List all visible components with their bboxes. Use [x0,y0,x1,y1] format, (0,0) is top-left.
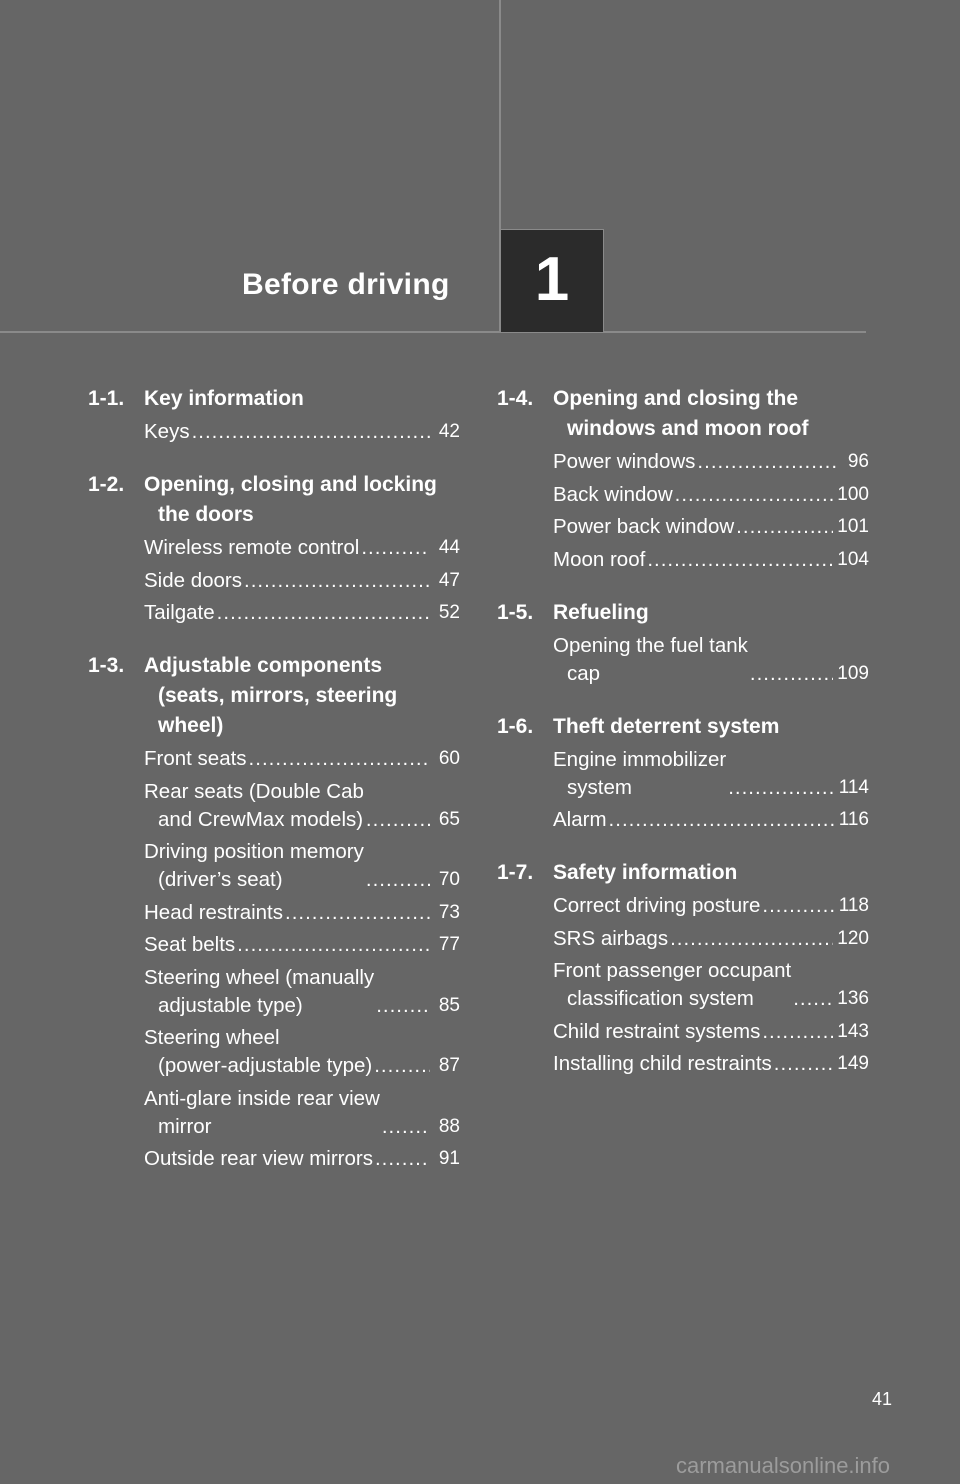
entry-title-line: Engine immobilizer [553,747,727,771]
entry-page-ref: 109 [837,662,869,684]
entry-page-ref: 73 [438,901,460,923]
entry-page-ref: 88 [438,1115,460,1137]
toc-entry[interactable] [553,925,869,953]
entry-title [144,931,235,959]
entry-list [88,418,460,446]
section-heading[interactable] [88,651,460,741]
dot-leader [675,481,834,509]
entry-title [144,1145,373,1173]
dot-leader [361,534,430,562]
toc-entry[interactable] [144,1024,460,1080]
entry-title [553,925,668,953]
horizontal-rule [0,331,866,333]
chapter-title: Before driving [242,268,450,301]
section-number: 1-7. [497,861,534,884]
entry-title-line: Front passenger occupant [553,959,792,982]
entry-title [553,957,791,1013]
toc-entry[interactable] [144,745,460,773]
dot-leader [237,931,430,959]
entry-title [553,546,645,574]
entry-title-line: Opening the fuel tank [553,633,748,657]
watermark: carmanualsonline.info [676,1453,891,1478]
dot-leader [375,1145,430,1173]
entry-title [553,481,673,509]
toc-entry[interactable] [553,546,869,574]
toc-entry[interactable] [553,957,869,1013]
entry-title-line: Child restraint systems [553,1019,761,1043]
entry-title-line: Correct driving posture [553,894,761,917]
entry-title-line: Side doors [144,568,243,592]
section-title-line: Opening, closing and locking [144,473,437,496]
entry-title-line: Outside rear view mirrors [144,1147,373,1170]
entry-title-line: classification system [567,987,754,1010]
entry-title-line: Rear seats (Double Cab [144,779,364,803]
toc-entry[interactable] [553,513,869,541]
dot-leader [750,660,833,688]
dot-leader [793,985,833,1013]
entry-title-line: Power windows [553,450,696,473]
toc-entry[interactable] [553,746,869,802]
toc-entry[interactable] [144,1085,460,1141]
toc-column-right [497,384,869,1102]
entry-title [553,746,726,802]
entry-title-line: Tailgate [144,601,215,624]
entry-title-line: Steering wheel (manually [144,965,375,989]
section-title [553,598,869,628]
toc-section [497,598,869,688]
toc-entry[interactable] [144,778,460,834]
entry-title [553,1018,760,1046]
page-number: 41 [872,1389,893,1409]
entry-page-ref: 101 [837,516,869,537]
entry-page-ref: 42 [438,421,460,442]
entry-page-ref: 114 [838,776,869,798]
section-heading[interactable] [497,712,869,742]
toc-section [88,651,460,1173]
entry-page-ref: 120 [837,927,869,949]
section-title [553,384,869,444]
section-number: 1-4. [497,387,534,410]
entry-title-line: mirror [158,1114,212,1138]
dot-leader [376,992,430,1020]
entry-title [144,418,190,446]
entry-title-line: Back window [553,482,673,506]
dot-leader [382,1113,430,1141]
toc-entry[interactable] [144,1145,460,1173]
section-number: 1-2. [88,473,125,496]
section-heading[interactable] [497,598,869,628]
entry-page-ref: 91 [438,1148,460,1169]
entry-title-line: cap [567,661,601,685]
entry-list [497,448,869,574]
section-number: 1-3. [88,654,125,677]
entry-list [497,892,869,1078]
entry-page-ref: 149 [837,1053,869,1074]
toc-entry[interactable] [553,806,869,834]
entry-title-line: Moon roof [553,547,646,571]
entry-title-line: Front seats [144,747,247,770]
entry-title-line: Steering wheel [144,1026,280,1049]
entry-page-ref: 96 [847,451,869,472]
entry-title-line: adjustable type) [158,993,303,1017]
toc-entry[interactable] [553,1018,869,1046]
dot-leader [736,513,833,541]
section-number: 1-6. [497,714,534,738]
section-title-line: the doors [158,503,254,526]
entry-page-ref: 52 [438,602,460,623]
toc-entry[interactable] [144,599,460,627]
toc-entry[interactable] [553,892,869,920]
toc-section [497,384,869,574]
toc-entry[interactable] [553,481,869,509]
entry-title [553,632,748,688]
entry-page-ref: 100 [837,483,869,505]
dot-leader [217,599,430,627]
entry-title-line: Head restraints [144,900,284,924]
entry-title [144,838,364,894]
entry-title [144,778,364,834]
dot-leader [728,774,835,802]
dot-leader [762,1018,833,1046]
entry-title-line: Keys [144,420,190,443]
toc-entry[interactable] [144,534,460,562]
toc-section [497,858,869,1078]
entry-title-line: (driver’s seat) [158,868,283,891]
section-title-line: (seats, mirrors, steering [158,684,398,707]
entry-page-ref: 77 [438,934,460,955]
entry-title [144,534,359,562]
entry-page-ref: 85 [438,994,460,1016]
entry-page-ref: 65 [438,808,460,830]
section-title-line: windows and moon roof [567,417,809,440]
section-title [144,651,460,741]
dot-leader [374,1052,430,1080]
entry-title-line: (power-adjustable type) [158,1054,373,1077]
toc-section [497,712,869,835]
entry-page-ref: 116 [838,809,869,830]
toc-section [88,384,460,446]
toc-entry[interactable] [144,418,460,446]
entry-page-ref: 70 [438,869,460,890]
toc-entry[interactable] [144,899,460,927]
section-heading[interactable] [497,858,869,888]
entry-title-line: SRS airbags [553,926,669,950]
entry-title-line: Power back window [553,515,735,538]
entry-title [553,1050,772,1078]
section-number: 1-1. [88,387,125,410]
toc-entry[interactable] [553,448,869,476]
entry-title-line: Seat belts [144,933,236,956]
entry-title [553,448,695,476]
entry-page-ref: 47 [438,569,460,591]
toc-entry[interactable] [144,964,460,1020]
section-title-line: Safety information [553,861,738,884]
dot-leader [366,806,430,834]
section-title-line: wheel) [158,714,224,737]
entry-title [553,892,760,920]
toc-entry[interactable] [553,632,869,688]
entry-page-ref: 136 [837,988,869,1009]
dot-leader [609,806,835,834]
section-number: 1-5. [497,600,534,624]
entry-title [144,964,374,1020]
section-title [144,470,460,530]
toc-entry[interactable] [553,1050,869,1078]
entry-title-line: Installing child restraints [553,1052,772,1075]
toc-section [88,470,460,627]
dot-leader [249,745,430,773]
section-title-line: Adjustable components [144,654,383,677]
entry-list [497,746,869,835]
section-title-line: Refueling [553,600,649,624]
section-heading[interactable] [88,384,460,414]
entry-list [88,745,460,1173]
dot-leader [762,892,834,920]
entry-title [144,1024,372,1080]
entry-page-ref: 87 [438,1055,460,1076]
entry-list [497,632,869,688]
section-heading[interactable] [88,470,460,530]
entry-page-ref: 118 [838,895,869,916]
section-title-line: Key information [144,387,304,410]
toc-column-left [88,384,460,1197]
entry-page-ref: 143 [837,1020,869,1042]
dot-leader [366,866,430,894]
entry-page-ref: 60 [438,748,460,769]
toc-entry[interactable] [144,567,460,595]
toc-entry[interactable] [144,838,460,894]
entry-title-line: Alarm [553,808,607,831]
dot-leader [244,567,430,595]
entry-title [553,806,607,834]
entry-title-line: Driving position memory [144,840,364,863]
section-title [553,858,869,888]
section-title [553,712,869,742]
dot-leader [192,418,430,446]
entry-list [88,534,460,627]
toc-entry[interactable] [144,931,460,959]
dot-leader [697,448,839,476]
entry-title [144,1085,380,1141]
dot-leader [670,925,833,953]
dot-leader [285,899,430,927]
entry-title [144,599,215,627]
entry-title-line: Anti-glare inside rear view [144,1086,380,1110]
dot-leader [647,546,833,574]
entry-page-ref: 44 [438,537,460,558]
entry-title [144,567,242,595]
entry-title-line: system [567,775,632,799]
chapter-number: 1 [534,245,570,314]
section-title [144,384,460,414]
section-title-line: Opening and closing the [553,387,799,410]
entry-title-line: and CrewMax models) [158,807,364,831]
chapter-number-box [500,229,604,333]
entry-title-line: Wireless remote control [144,536,360,559]
entry-title [553,513,734,541]
section-heading[interactable] [497,384,869,444]
entry-title [144,745,247,773]
entry-title [144,899,283,927]
section-title-line: Theft deterrent system [553,714,780,738]
dot-leader [774,1050,834,1078]
entry-page-ref: 104 [837,548,869,570]
